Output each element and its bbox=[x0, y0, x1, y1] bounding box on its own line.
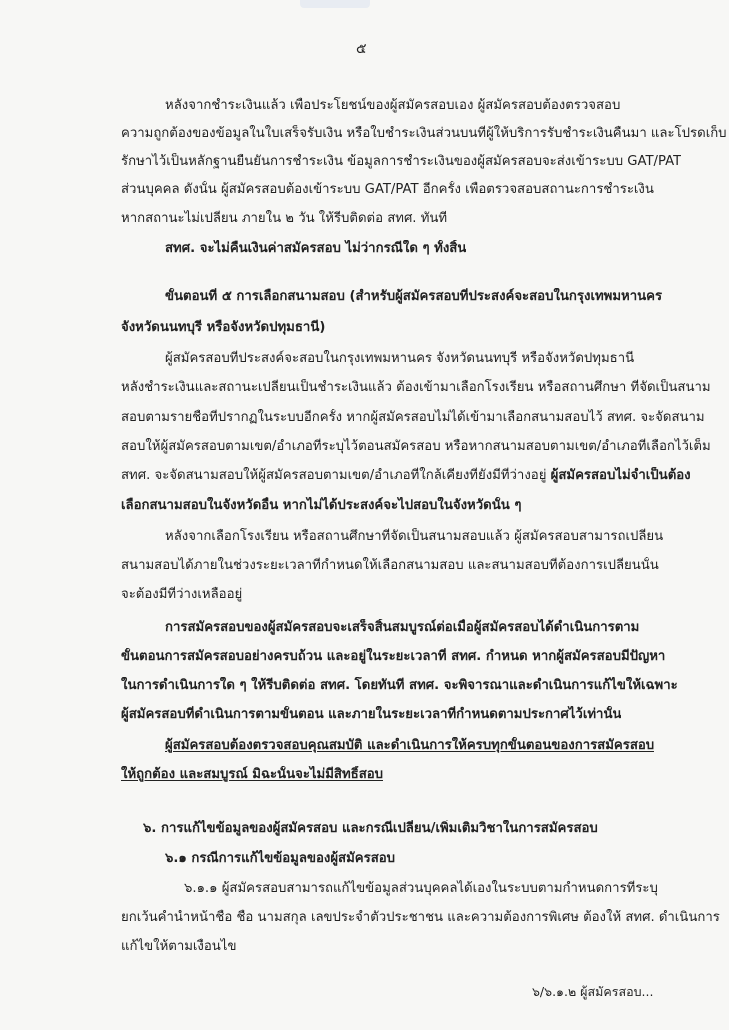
para611-line-3: แก้ไขให้ตามเงื่อนไข bbox=[121, 939, 237, 954]
para2-line-3: สอบตามรายชื่อที่ปรากฏในระบบอีกครั้ง หากผู้สมัครสอบไม่ได้เข้ามาเลือกสนามสอบไว้ สทศ. จะจัดสนาม bbox=[121, 410, 705, 425]
no-refund-notice: สทศ. จะไม่คืนเงินค่าสมัครสอบ ไม่ว่ากรณีใด ๆ ทั้งสิ้น bbox=[165, 241, 467, 256]
para1-line-2: ความถูกต้องของข้อมูลในใบเสร็จรับเงิน หรือใบชำระเงินส่วนบนที่ผู้ให้บริการรับชำระเงินคืนมา และโปรดเก็บ bbox=[121, 126, 727, 141]
section-6-heading: ๖. การแก้ไขข้อมูลของผู้สมัครสอบ และกรณีเปลี่ยน/เพิ่มเติมวิชาในการสมัครสอบ bbox=[143, 821, 598, 836]
para5-line-1: ผู้สมัครสอบต้องตรวจสอบคุณสมบัติ และดำเนินการให้ครบทุกขั้นตอนของการสมัครสอบ bbox=[165, 738, 655, 753]
step5-heading-line-1: ขั้นตอนที่ ๕ การเลือกสนามสอบ (สำหรับผู้สมัครสอบที่ประสงค์จะสอบในกรุงเทพมหานคร bbox=[165, 289, 663, 304]
para3-line-2: สนามสอบได้ภายในช่วงระยะเวลาที่กำหนดให้เลือกสนามสอบ และสนามสอบที่ต้องการเปลี่ยนนั้น bbox=[121, 558, 659, 573]
para1-line-1: หลังจากชำระเงินแล้ว เพื่อประโยชน์ของผู้สมัครสอบเอง ผู้สมัครสอบต้องตรวจสอบ bbox=[165, 98, 621, 113]
para3-line-3: จะต้องมีที่ว่างเหลืออยู่ bbox=[121, 587, 243, 602]
para2-bold-tail: ผู้สมัครสอบไม่จำเป็นต้อง bbox=[550, 468, 691, 483]
para2-line-5 bbox=[121, 467, 726, 487]
para2-line-2: หลังชำระเงินและสถานะเปลี่ยนเป็นชำระเงินแล้ว ต้องเข้ามาเลือกโรงเรียน หรือสถานศึกษา ที่จัดเป็นสนาม bbox=[121, 380, 711, 395]
para4-line-1: การสมัครสอบของผู้สมัครสอบจะเสร็จสิ้นสมบูรณ์ต่อเมื่อผู้สมัครสอบได้ดำเนินการตาม bbox=[165, 620, 640, 635]
para2-line-4: สอบให้ผู้สมัครสอบตามเขต/อำเภอที่ระบุไว้ตอนสมัครสอบ หรือหากสนามสอบตามเขต/อำเภอที่เลือกไว้เต็ม bbox=[121, 439, 711, 454]
para4-line-3: ในการดำเนินการใด ๆ ให้รีบติดต่อ สทศ. โดยทันที สทศ. จะพิจารณาและดำเนินการแก้ไขให้เฉพาะ bbox=[121, 678, 678, 693]
para1-line-3: รักษาไว้เป็นหลักฐานยืนยันการชำระเงิน ข้อมูลการชำระเงินของผู้สมัครสอบจะส่งเข้าระบบ GAT/PAT bbox=[121, 154, 682, 169]
page-number: ๕ bbox=[356, 41, 367, 57]
continuation-footer: ๖/๖.๑.๒ ผู้สมัครสอบ... bbox=[532, 984, 654, 999]
para2-line-5-text: สทศ. จะจัดสนามสอบให้ผู้สมัครสอบตามเขต/อำเภอที่ใกล้เคียงที่ยังมีที่ว่างอยู่ bbox=[121, 468, 547, 483]
para4-line-4: ผู้สมัครสอบที่ดำเนินการตามขั้นตอน และภายในระยะเวลาที่กำหนดตามประกาศไว้เท่านั้น bbox=[121, 707, 622, 722]
step5-heading-line-2: จังหวัดนนทบุรี หรือจังหวัดปทุมธานี) bbox=[121, 320, 326, 335]
para611-line-1: ๖.๑.๑ ผู้สมัครสอบสามารถแก้ไขข้อมูลส่วนบุคคลได้เองในระบบตามกำหนดการที่ระบุ bbox=[184, 881, 658, 896]
para3-line-1: หลังจากเลือกโรงเรียน หรือสถานศึกษาที่จัดเป็นสนามสอบแล้ว ผู้สมัครสอบสามารถเปลี่ยน bbox=[165, 529, 664, 544]
para5-line-2: ให้ถูกต้อง และสมบูรณ์ มิฉะนั้นจะไม่มีสิทธิ์สอบ bbox=[121, 767, 384, 782]
para2-bold-last: เลือกสนามสอบในจังหวัดอื่น หากไม่ได้ประสงค์จะไปสอบในจังหวัดนั้น ๆ bbox=[121, 498, 522, 513]
para611-line-2: ยกเว้นคำนำหน้าชื่อ ชื่อ นามสกุล เลขประจำตัวประชาชน และความต้องการพิเศษ ต้องให้ สทศ. ดำเนินการ bbox=[121, 910, 720, 925]
para4-line-2: ขั้นตอนการสมัครสอบอย่างครบถ้วน และอยู่ในระยะเวลาที่ สทศ. กำหนด หากผู้สมัครสอบมีปัญหา bbox=[121, 649, 666, 664]
scan-mark bbox=[300, 0, 370, 8]
para1-line-4: ส่วนบุคคล ดังนั้น ผู้สมัครสอบต้องเข้าระบบ GAT/PAT อีกครั้ง เพื่อตรวจสอบสถานะการชำระเงิน bbox=[121, 182, 654, 197]
para2-line-1: ผู้สมัครสอบที่ประสงค์จะสอบในกรุงเทพมหานคร จังหวัดนนทบุรี หรือจังหวัดปทุมธานี bbox=[165, 351, 635, 366]
para1-line-5: หากสถานะไม่เปลี่ยน ภายใน ๒ วัน ให้รีบติดต่อ สทศ. ทันที bbox=[121, 211, 448, 226]
section-6-1-heading: ๖.๑ กรณีการแก้ไขข้อมูลของผู้สมัครสอบ bbox=[165, 851, 396, 866]
